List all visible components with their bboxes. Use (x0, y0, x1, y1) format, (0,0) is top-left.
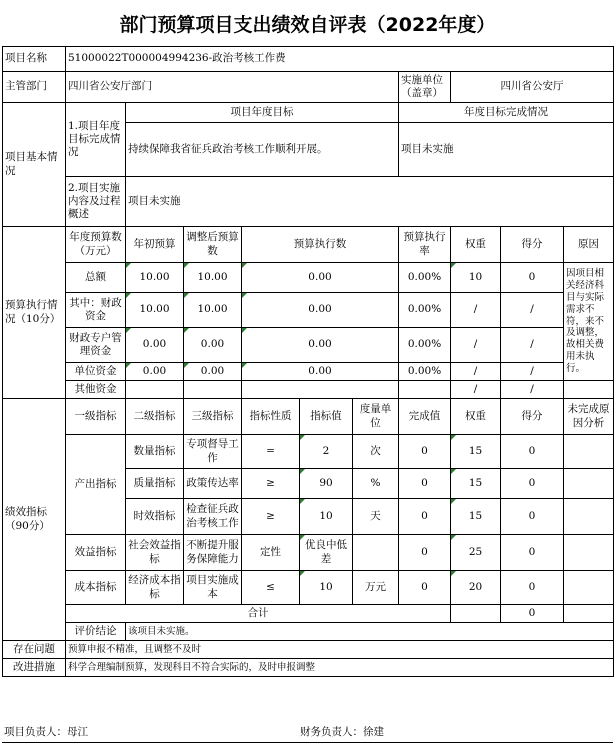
perf-value-header: 指标值 (300, 399, 353, 435)
self-evaluation-table (2, 46, 614, 677)
perf-unit-cell (353, 535, 399, 571)
perf-value-cell: 10 (300, 499, 353, 535)
annual-done-header: 年度目标完成情况 (399, 103, 614, 123)
perf-level1-cell: 效益指标 (66, 535, 126, 571)
budget-weight-cell: 10 (451, 263, 501, 293)
budget-weight-cell: / (451, 293, 501, 328)
problem-label: 存在问题 (3, 641, 66, 659)
perf-value-cell: 2 (300, 435, 353, 469)
budget-rate-cell (399, 381, 451, 399)
perf-score-cell: 0 (501, 469, 564, 499)
perf-level2-cell: 质量指标 (126, 469, 184, 499)
conclusion-text: 该项目未实施。 (126, 623, 614, 641)
perf-weight-cell: 15 (451, 499, 501, 535)
process-label: 2.项目实施内容及过程概述 (66, 177, 126, 227)
budget-executed-cell (242, 381, 399, 399)
budget-reason-text: 因项目相关经济科目与实际需求不符，来不及调整，故相关费用未执行。 (564, 263, 614, 381)
budget-weight-header: 权重 (451, 227, 501, 263)
perf-nature-header: 指标性质 (242, 399, 300, 435)
budget-executed-cell: 0.00 (242, 328, 399, 363)
perf-level3-cell: 政策传达率 (184, 469, 242, 499)
perf-weight-cell: 25 (451, 535, 501, 571)
perf-value-cell: 90 (300, 469, 353, 499)
perf-level1-cell: 成本指标 (66, 571, 126, 605)
perf-unit-cell: 次 (353, 435, 399, 469)
budget-adjusted-cell: 0.00 (184, 328, 242, 363)
perf-weight-cell: 15 (451, 435, 501, 469)
perf-weight-header: 权重 (451, 399, 501, 435)
budget-row-label: 其他资金 (66, 381, 126, 399)
perf-level3-cell: 项目实施成本 (184, 571, 242, 605)
perf-done-cell: 0 (399, 535, 451, 571)
budget-initial-cell: 10.00 (126, 293, 184, 328)
perf-unit-cell: 万元 (353, 571, 399, 605)
signature-footer (2, 722, 613, 740)
budget-score-cell: / (501, 381, 564, 399)
budget-rate-header: 预算执行率 (399, 227, 451, 263)
perf-weight-cell: 20 (451, 571, 501, 605)
budget-initial-cell: 0.00 (126, 363, 184, 381)
perf-level1-cell: 产出指标 (66, 435, 126, 535)
budget-initial-cell (126, 381, 184, 399)
impl-unit-label: 实施单位（盖章） (399, 72, 451, 103)
budget-score-cell: 0 (501, 263, 564, 293)
annual-goal-text: 持续保障我省征兵政治考核工作顺利开展。 (126, 123, 399, 177)
budget-row-label: 财政专户管理资金 (66, 328, 126, 363)
perf-level1-header: 一级指标 (66, 399, 126, 435)
total-score-cell: 0 (501, 605, 564, 623)
budget-rate-cell: 0.00% (399, 363, 451, 381)
budget-rate-cell: 0.00% (399, 328, 451, 363)
budget-initial-cell: 0.00 (126, 328, 184, 363)
budget-row-label: 单位资金 (66, 363, 126, 381)
perf-level3-cell: 检查征兵政治考核工作 (184, 499, 242, 535)
project-name-label: 项目名称 (3, 47, 66, 72)
budget-adjusted-cell: 10.00 (184, 293, 242, 328)
budget-executed-header: 预算执行数 (242, 227, 399, 263)
budget-weight-cell: / (451, 363, 501, 381)
improve-text: 科学合理编制预算，发现科目不符合实际的，及时申报调整 (66, 659, 614, 677)
annual-done-text: 项目未实施 (399, 123, 614, 177)
budget-rate-cell: 0.00% (399, 293, 451, 328)
perf-level3-cell: 不断提升服务保障能力 (184, 535, 242, 571)
project-name-value: 51000022T000004994236-政治考核工作费 (66, 47, 614, 72)
improve-label: 改进措施 (3, 659, 66, 677)
page-title: 部门预算项目支出绩效自评表（2022年度） (119, 13, 496, 36)
perf-level3-header: 三级指标 (184, 399, 242, 435)
problem-text: 预算申报不精准，且调整不及时 (66, 641, 614, 659)
budget-initial-header: 年初预算 (126, 227, 184, 263)
perf-level2-header: 二级指标 (126, 399, 184, 435)
perf-done-cell: 0 (399, 499, 451, 535)
perf-nature-cell: ≥ (242, 499, 300, 535)
budget-adjusted-header: 调整后预算数 (184, 227, 242, 263)
perf-reason-cell (564, 535, 614, 571)
budget-score-cell: / (501, 328, 564, 363)
perf-done-cell: 0 (399, 469, 451, 499)
budget-rate-cell: 0.00% (399, 263, 451, 293)
perf-weight-cell: 15 (451, 469, 501, 499)
total-weight-cell (451, 605, 501, 623)
annual-goal-header: 项目年度目标 (126, 103, 399, 123)
budget-reason-header: 原因 (564, 227, 614, 263)
perf-level2-cell: 经济成本指标 (126, 571, 184, 605)
perf-value-cell: 优良中低差 (300, 535, 353, 571)
budget-reason-empty (564, 381, 614, 399)
conclusion-label: 评价结论 (66, 623, 126, 641)
budget-adjusted-cell: 0.00 (184, 363, 242, 381)
perf-score-cell: 0 (501, 499, 564, 535)
budget-adjusted-cell: 10.00 (184, 263, 242, 293)
perf-score-header: 得分 (501, 399, 564, 435)
impl-unit-value: 四川省公安厅 (451, 72, 614, 103)
perf-unit-header: 度量单位 (353, 399, 399, 435)
perf-reason-cell (564, 435, 614, 469)
budget-score-cell: / (501, 293, 564, 328)
finance-leader: 财务负责人：徐建 (300, 726, 384, 738)
perf-score-cell: 0 (501, 435, 564, 469)
dept-label: 主管部门 (3, 72, 66, 103)
perf-score-cell: 0 (501, 535, 564, 571)
perf-nature-cell: ≤ (242, 571, 300, 605)
budget-executed-cell: 0.00 (242, 263, 399, 293)
total-label: 合计 (66, 605, 451, 623)
perf-reason-header: 未完成原因分析 (564, 399, 614, 435)
perf-unit-cell: % (353, 469, 399, 499)
perf-value-cell: 10 (300, 571, 353, 605)
perf-done-header: 完成值 (399, 399, 451, 435)
budget-weight-cell: / (451, 381, 501, 399)
budget-executed-cell: 0.00 (242, 363, 399, 381)
budget-executed-cell: 0.00 (242, 293, 399, 328)
perf-level3-cell: 专项督导工作 (184, 435, 242, 469)
budget-initial-cell: 10.00 (126, 263, 184, 293)
budget-row-label: 其中：财政资金 (66, 293, 126, 328)
dept-value: 四川省公安厅部门 (66, 72, 399, 103)
budget-adjusted-cell (184, 381, 242, 399)
perf-reason-cell (564, 499, 614, 535)
budget-weight-cell: / (451, 328, 501, 363)
goal-done-label: 1.项目年度目标完成情况 (66, 103, 126, 177)
perf-unit-cell: 天 (353, 499, 399, 535)
perf-level2-cell: 社会效益指标 (126, 535, 184, 571)
budget-amount-header: 年度预算数（万元） (66, 227, 126, 263)
perf-reason-cell (564, 571, 614, 605)
basic-info-label: 项目基本情况 (3, 103, 66, 227)
budget-score-cell: / (501, 363, 564, 381)
perf-level2-cell: 数量指标 (126, 435, 184, 469)
process-text: 项目未实施 (126, 177, 614, 227)
budget-section-label: 预算执行情况（10分） (3, 227, 66, 399)
perf-section-label: 绩效指标（90分） (3, 399, 66, 641)
total-reason-cell (564, 605, 614, 623)
perf-nature-cell: 定性 (242, 535, 300, 571)
perf-done-cell: 0 (399, 571, 451, 605)
project-leader: 项目负责人：母江 (4, 726, 88, 738)
perf-nature-cell: = (242, 435, 300, 469)
perf-nature-cell: ≥ (242, 469, 300, 499)
budget-score-header: 得分 (501, 227, 564, 263)
perf-done-cell: 0 (399, 435, 451, 469)
perf-score-cell: 0 (501, 571, 564, 605)
budget-row-label: 总额 (66, 263, 126, 293)
perf-reason-cell (564, 469, 614, 499)
perf-level2-cell: 时效指标 (126, 499, 184, 535)
